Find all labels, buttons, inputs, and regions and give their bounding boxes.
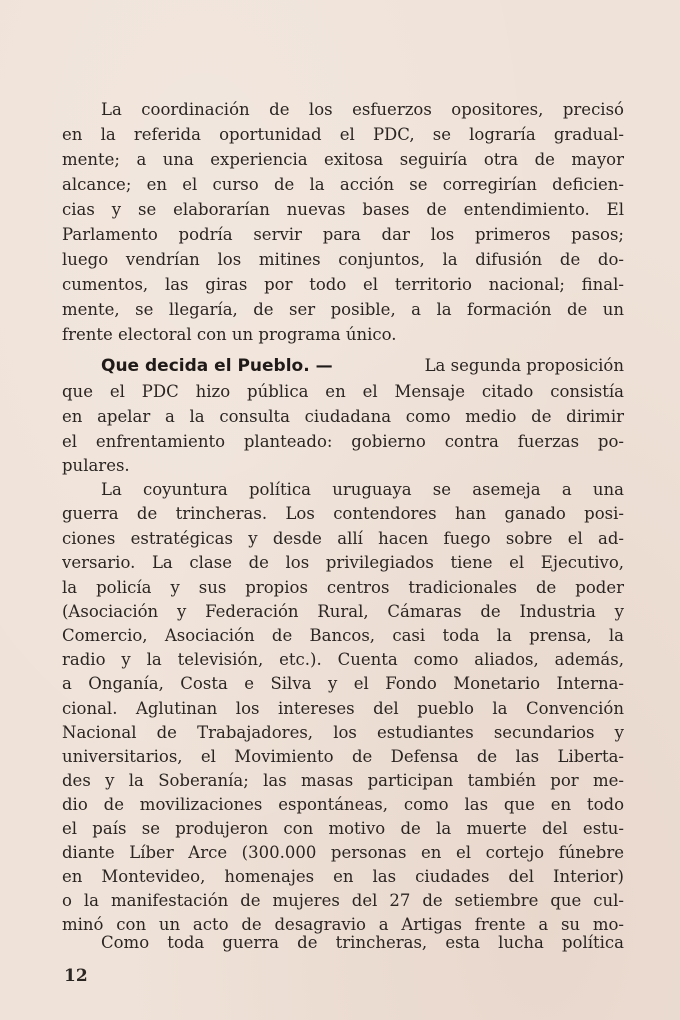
paragraph-1-line: luego vendrían los mitines conjuntos, la difusión de do- — [62, 250, 624, 269]
paragraph-1-line: alcance; en el curso de la acción se corregirían deficien- — [62, 175, 624, 194]
paragraph-3-line: o la manifestación de mujeres del 27 de setiembre que cul- — [62, 891, 624, 910]
paragraph-3-line: (Asociación y Federación Rural, Cámaras de Industria y — [62, 602, 624, 621]
paragraph-3-line: radio y la televisión, etc.). Cuenta como aliados, además, — [62, 650, 624, 669]
paragraph-3-line: diante Líber Arce (300.000 personas en el cortejo fúnebre — [62, 843, 624, 862]
paragraph-3-line: ciones estratégicas y desde allí hacen fuego sobre el ad- — [62, 529, 624, 548]
page-number: 12 — [64, 966, 88, 986]
paragraph-3-line: en Montevideo, homenajes en las ciudades del Interior) — [62, 867, 624, 886]
paragraph-3-line: la policía y sus propios centros tradicionales de poder — [62, 578, 624, 597]
section-heading: Que decida el Pueblo. — — [101, 356, 333, 376]
paragraph-4-line: Como toda guerra de trincheras, esta lucha política — [101, 933, 624, 952]
paragraph-3-line: versario. La clase de los privilegiados tiene el Ejecutivo, — [62, 553, 624, 572]
paragraph-1-line: mente; a una experiencia exitosa seguiría otra de mayor — [62, 150, 624, 169]
paragraph-3-line: dio de movilizaciones espontáneas, como las que en todo — [62, 795, 624, 814]
paragraph-2-line: pulares. — [62, 456, 130, 475]
paragraph-3-line: guerra de trincheras. Los contendores han ganado posi- — [62, 504, 624, 523]
paragraph-1-line: cumentos, las giras por todo el territorio nacional; final- — [62, 275, 624, 294]
paragraph-3-line: Comercio, Asociación de Bancos, casi toda la prensa, la — [62, 626, 624, 645]
paragraph-1-line: mente, se llegaría, de ser posible, a la formación de un — [62, 300, 624, 319]
paragraph-2-lead: La segunda proposición — [424, 356, 624, 375]
paragraph-3-line: a Onganía, Costa e Silva y el Fondo Monetario Interna- — [62, 674, 624, 693]
paragraph-3-line: universitarios, el Movimiento de Defensa de las Liberta- — [62, 747, 624, 766]
paragraph-2-line: el enfrentamiento planteado: gobierno contra fuerzas po- — [62, 432, 624, 451]
paragraph-3-line: des y la Soberanía; las masas participan también por me- — [62, 771, 624, 790]
paragraph-3-line: cional. Aglutinan los intereses del pueblo la Convención — [62, 699, 624, 718]
paragraph-3-line: Nacional de Trabajadores, los estudiantes secundarios y — [62, 723, 624, 742]
paragraph-2-line: en apelar a la consulta ciudadana como medio de dirimir — [62, 407, 624, 426]
paragraph-1-line: cias y se elaborarían nuevas bases de entendimiento. El — [62, 200, 624, 219]
section-heading-line — [101, 353, 624, 379]
paragraph-1-line: en la referida oportunidad el PDC, se lograría gradual- — [62, 125, 624, 144]
paragraph-1-line: frente electoral con un programa único. — [62, 325, 397, 344]
paragraph-2-line: que el PDC hizo pública en el Mensaje citado consistía — [62, 382, 624, 401]
paragraph-3-line: el país se produjeron con motivo de la muerte del estu- — [62, 819, 624, 838]
paragraph-3-line: La coyuntura política uruguaya se asemeja a una — [101, 480, 624, 499]
paragraph-1-line: La coordinación de los esfuerzos opositores, precisó — [101, 100, 624, 119]
paragraph-1-line: Parlamento podría servir para dar los primeros pasos; — [62, 225, 624, 244]
paragraph-3-line: minó con un acto de desagravio a Artigas frente a su mo- — [62, 915, 624, 934]
